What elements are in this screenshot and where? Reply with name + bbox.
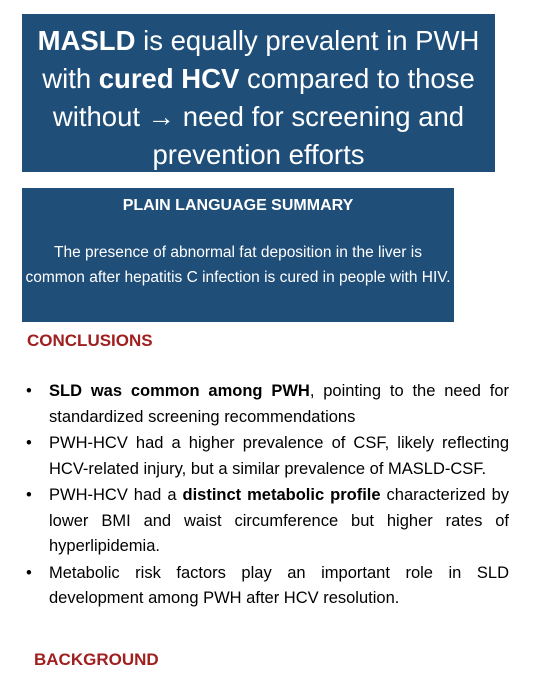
bullet-icon: •: [26, 434, 32, 452]
background-heading: BACKGROUND: [34, 650, 159, 669]
headline-bold-masld: MASLD: [37, 25, 136, 56]
plain-language-summary-title: PLAIN LANGUAGE SUMMARY: [122, 197, 354, 214]
conclusion-item-text: characterized by lower BMI and waist circumference but higher rates of hyperlipidemia.: [49, 486, 509, 555]
conclusion-item-bold: SLD was common among PWH: [49, 382, 310, 400]
bullet-icon: •: [26, 382, 32, 400]
conclusion-item: [22, 431, 509, 482]
headline-bold-cured-hcv: cured HCV: [98, 63, 240, 94]
conclusion-item-text: PWH-HCV had a: [49, 486, 183, 504]
bullet-icon: •: [26, 486, 32, 504]
conclusion-item-text: , pointing to the need for standardized screening recommendations: [49, 382, 509, 426]
conclusion-item: [22, 483, 509, 560]
conclusions-list: [22, 379, 509, 613]
headline-text-1: is equally prevalent in PWH with: [42, 25, 480, 94]
plain-language-summary-body: The presence of abnormal fat deposition in the liver is common after hepatitis C infection is cured in people with HIV.: [25, 244, 451, 286]
key-finding-banner: [22, 14, 495, 172]
conclusion-item-text: Metabolic risk factors play an important role in SLD development among PWH after HCV resolution.: [49, 563, 509, 607]
bullet-icon: •: [26, 563, 32, 582]
conclusions-heading: CONCLUSIONS: [27, 331, 153, 350]
plain-language-summary-box: [22, 188, 454, 322]
conclusion-item: [22, 379, 509, 430]
headline-text-2: compared to those without → need for screening and prevention efforts: [52, 63, 475, 170]
conclusion-item-bold: distinct metabolic profile: [182, 486, 381, 504]
conclusion-item-text: PWH-HCV had a higher prevalence of CSF, likely reflecting HCV-related injury, but a similar prevalence of MASLD-CSF.: [49, 434, 509, 478]
conclusion-item: [22, 561, 509, 612]
